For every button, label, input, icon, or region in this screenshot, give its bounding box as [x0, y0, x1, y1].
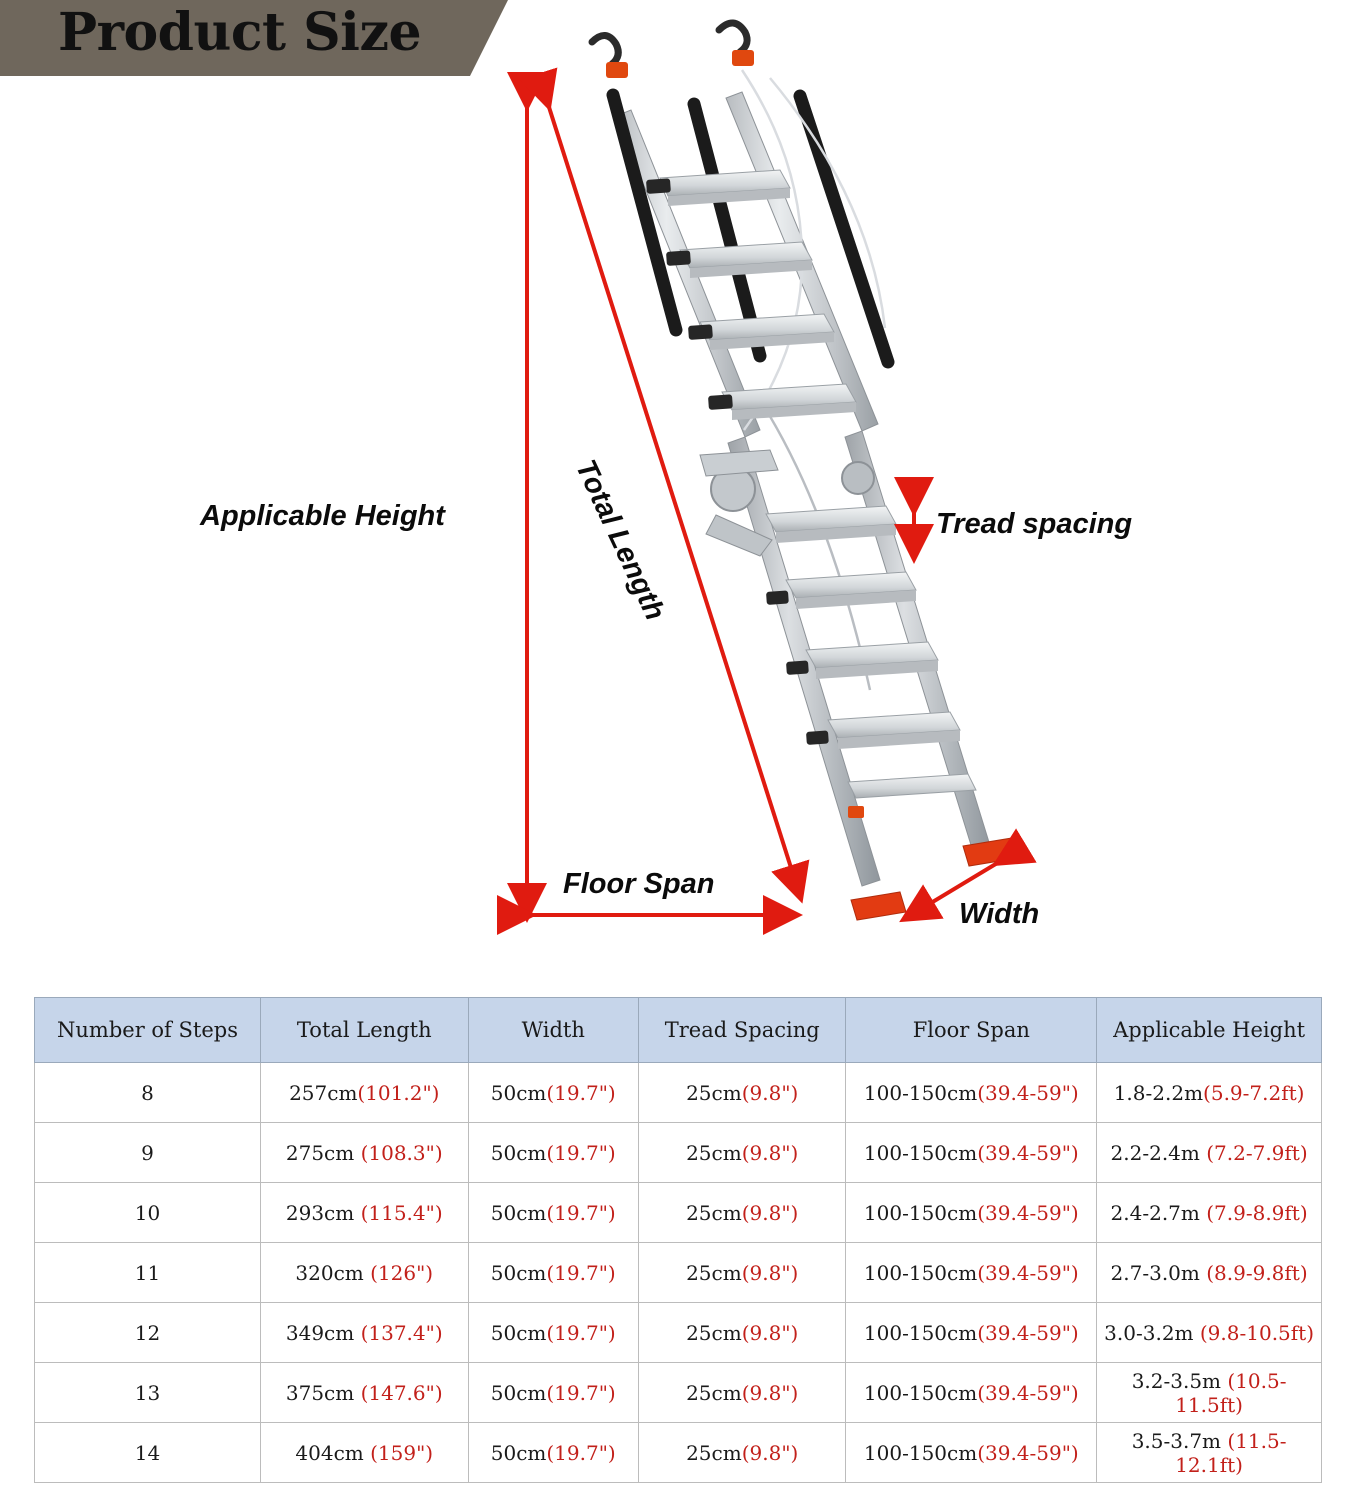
cell-tread-spacing — [638, 1243, 846, 1303]
cell-applicable-height — [1097, 1063, 1322, 1123]
cell-steps: 12 — [35, 1303, 261, 1363]
value-cm: 404cm — [295, 1440, 371, 1465]
cell-steps: 11 — [35, 1243, 261, 1303]
table-row — [35, 1243, 1322, 1303]
value-ft: (8.9-9.8ft) — [1206, 1260, 1308, 1285]
value-ft: (7.2-7.9ft) — [1206, 1140, 1308, 1165]
value-inch: (39.4-59") — [977, 1440, 1079, 1465]
cell-total-length — [261, 1423, 469, 1483]
column-header-floor-span: Floor Span — [846, 998, 1097, 1063]
value-inch: (101.2") — [357, 1080, 440, 1105]
value-inch: (19.7") — [546, 1260, 616, 1285]
value-m: 1.8-2.2m — [1113, 1080, 1204, 1105]
label-tread-spacing: Tread spacing — [936, 508, 1133, 540]
column-header-steps: Number of Steps — [35, 998, 261, 1063]
value-cm: 25cm — [686, 1260, 742, 1285]
value-cm: 100-150cm — [863, 1200, 978, 1225]
cell-applicable-height — [1097, 1363, 1322, 1423]
label-applicable-height: Applicable Height — [200, 500, 445, 532]
value-inch: (9.8") — [741, 1080, 799, 1105]
value-inch: (19.7") — [546, 1320, 616, 1345]
cell-width — [468, 1123, 638, 1183]
value-cm: 349cm — [285, 1320, 361, 1345]
value-ft: (9.8-10.5ft) — [1199, 1320, 1315, 1345]
value-inch: (108.3") — [360, 1140, 443, 1165]
value-inch: (9.8") — [741, 1260, 799, 1285]
value-inch: (19.7") — [546, 1080, 616, 1105]
column-header-tread-spacing: Tread Spacing — [638, 998, 846, 1063]
cell-width — [468, 1303, 638, 1363]
value-inch: (19.7") — [546, 1200, 616, 1225]
value-inch: (39.4-59") — [977, 1380, 1079, 1405]
value-inch: (39.4-59") — [977, 1260, 1079, 1285]
value-inch: (9.8") — [741, 1320, 799, 1345]
column-header-width: Width — [468, 998, 638, 1063]
value-cm: 375cm — [285, 1380, 361, 1405]
label-floor-span: Floor Span — [563, 868, 715, 900]
value-inch: (147.6") — [360, 1380, 443, 1405]
cell-width — [468, 1183, 638, 1243]
value-inch: (19.7") — [546, 1140, 616, 1165]
cell-steps: 8 — [35, 1063, 261, 1123]
value-cm: 320cm — [295, 1260, 371, 1285]
table-row — [35, 1063, 1322, 1123]
cell-steps: 14 — [35, 1423, 261, 1483]
cell-width — [468, 1063, 638, 1123]
cell-total-length — [261, 1303, 469, 1363]
value-cm: 100-150cm — [863, 1260, 978, 1285]
value-ft: (11.5-12.1ft) — [1175, 1428, 1287, 1477]
cell-tread-spacing — [638, 1063, 846, 1123]
value-inch: (137.4") — [360, 1320, 443, 1345]
value-inch: (9.8") — [741, 1380, 799, 1405]
label-width: Width — [959, 898, 1040, 930]
value-ft: (10.5-11.5ft) — [1175, 1368, 1287, 1417]
value-cm: 50cm — [490, 1080, 547, 1105]
cell-floor-span — [846, 1243, 1097, 1303]
value-m: 3.0-3.2m — [1104, 1320, 1200, 1345]
specification-table-wrapper — [34, 997, 1322, 1483]
cell-width — [468, 1423, 638, 1483]
cell-applicable-height — [1097, 1243, 1322, 1303]
value-inch: (9.8") — [741, 1200, 799, 1225]
cell-floor-span — [846, 1183, 1097, 1243]
label-total-length: Total Length — [568, 455, 672, 626]
table-header-row — [35, 998, 1322, 1063]
value-m: 2.7-3.0m — [1110, 1260, 1207, 1285]
value-cm: 50cm — [490, 1320, 547, 1345]
value-cm: 50cm — [490, 1260, 547, 1285]
cell-applicable-height — [1097, 1123, 1322, 1183]
cell-applicable-height — [1097, 1303, 1322, 1363]
table-row — [35, 1303, 1322, 1363]
value-cm: 25cm — [686, 1320, 742, 1345]
value-m: 2.2-2.4m — [1110, 1140, 1207, 1165]
specification-table — [34, 997, 1322, 1483]
value-inch: (9.8") — [741, 1440, 799, 1465]
table-row — [35, 1363, 1322, 1423]
value-cm: 25cm — [686, 1380, 742, 1405]
cell-applicable-height — [1097, 1423, 1322, 1483]
cell-tread-spacing — [638, 1183, 846, 1243]
cell-total-length — [261, 1183, 469, 1243]
value-cm: 25cm — [686, 1140, 742, 1165]
value-inch: (9.8") — [741, 1140, 799, 1165]
value-cm: 100-150cm — [863, 1320, 978, 1345]
value-inch: (39.4-59") — [977, 1080, 1079, 1105]
value-inch: (39.4-59") — [977, 1200, 1079, 1225]
cell-total-length — [261, 1243, 469, 1303]
cell-floor-span — [846, 1063, 1097, 1123]
value-m: 3.2-3.5m — [1131, 1368, 1228, 1393]
cell-tread-spacing — [638, 1423, 846, 1483]
value-cm: 25cm — [686, 1440, 742, 1465]
column-header-total-length: Total Length — [261, 998, 469, 1063]
value-m: 2.4-2.7m — [1110, 1200, 1207, 1225]
table-row — [35, 1183, 1322, 1243]
value-m: 3.5-3.7m — [1131, 1428, 1228, 1453]
cell-floor-span — [846, 1303, 1097, 1363]
cell-total-length — [261, 1123, 469, 1183]
cell-tread-spacing — [638, 1363, 846, 1423]
page-title: Product Size — [58, 2, 422, 63]
table-row — [35, 1423, 1322, 1483]
value-ft: (5.9-7.2ft) — [1203, 1080, 1305, 1105]
cell-steps: 10 — [35, 1183, 261, 1243]
value-cm: 100-150cm — [863, 1440, 978, 1465]
value-cm: 50cm — [490, 1200, 547, 1225]
ladder-body — [592, 23, 1018, 920]
cell-width — [468, 1243, 638, 1303]
cell-applicable-height — [1097, 1183, 1322, 1243]
cell-steps: 9 — [35, 1123, 261, 1183]
value-ft: (7.9-8.9ft) — [1206, 1200, 1308, 1225]
cell-steps: 13 — [35, 1363, 261, 1423]
cell-tread-spacing — [638, 1123, 846, 1183]
cell-width — [468, 1363, 638, 1423]
cell-floor-span — [846, 1363, 1097, 1423]
cell-tread-spacing — [638, 1303, 846, 1363]
value-inch: (126") — [370, 1260, 434, 1285]
value-cm: 50cm — [490, 1140, 547, 1165]
value-inch: (159") — [370, 1440, 434, 1465]
value-cm: 50cm — [490, 1440, 547, 1465]
value-cm: 50cm — [490, 1380, 547, 1405]
value-inch: (19.7") — [546, 1380, 616, 1405]
table-row — [35, 1123, 1322, 1183]
value-inch: (39.4-59") — [977, 1140, 1079, 1165]
cell-floor-span — [846, 1423, 1097, 1483]
cell-total-length — [261, 1063, 469, 1123]
column-header-applicable-height: Applicable Height — [1097, 998, 1322, 1063]
value-cm: 293cm — [285, 1200, 361, 1225]
value-cm: 257cm — [289, 1080, 358, 1105]
value-cm: 25cm — [686, 1200, 742, 1225]
value-cm: 100-150cm — [863, 1080, 978, 1105]
value-cm: 25cm — [686, 1080, 742, 1105]
value-inch: (19.7") — [546, 1440, 616, 1465]
value-cm: 100-150cm — [863, 1380, 978, 1405]
value-cm: 100-150cm — [863, 1140, 978, 1165]
cell-total-length — [261, 1363, 469, 1423]
value-inch: (115.4") — [360, 1200, 443, 1225]
value-inch: (39.4-59") — [977, 1320, 1079, 1345]
value-cm: 275cm — [285, 1140, 361, 1165]
cell-floor-span — [846, 1123, 1097, 1183]
